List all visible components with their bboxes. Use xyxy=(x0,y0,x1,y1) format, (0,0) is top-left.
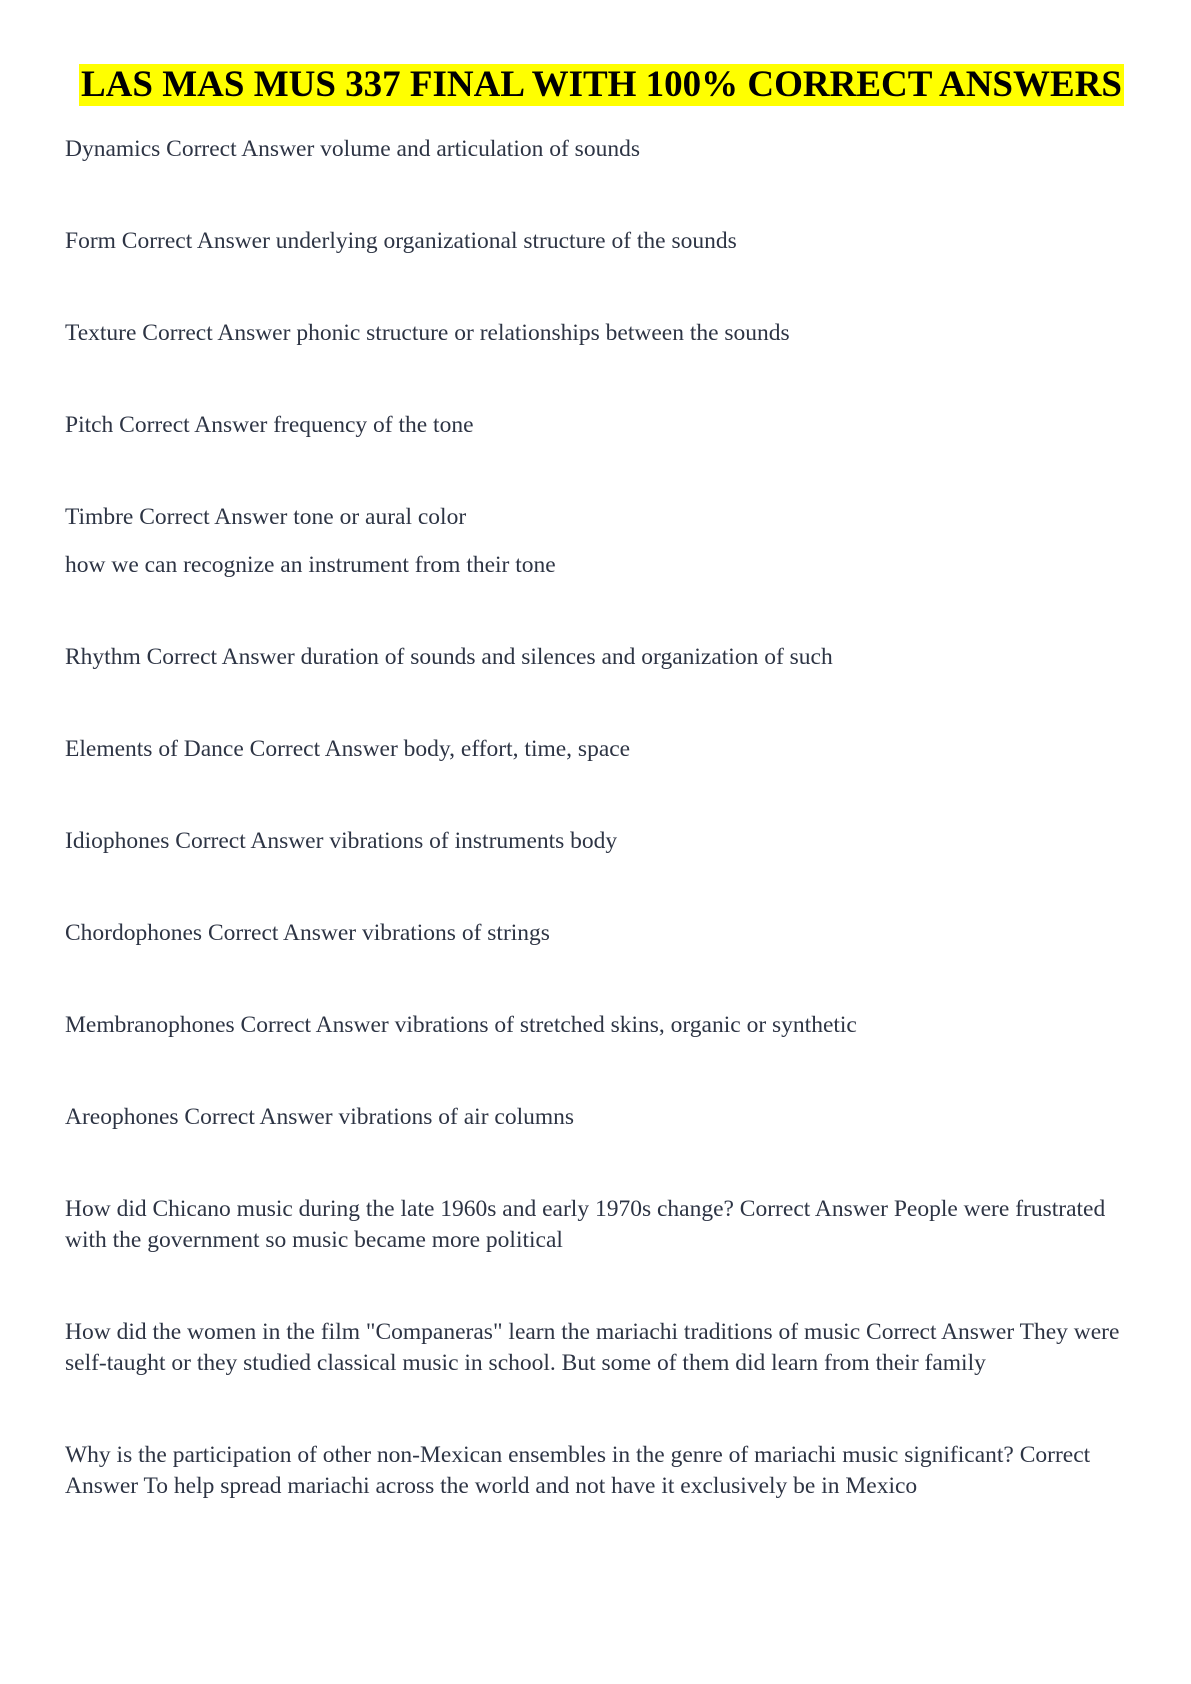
qa-paragraph: How did the women in the film "Companeras" learn the mariachi traditions of music Correct Answer They were self-taught or they studied classical music in school. But some of them did learn from their family xyxy=(65,1319,1120,1376)
qa-paragraph: Pitch Correct Answer frequency of the tone xyxy=(65,412,474,438)
qa-paragraph: Timbre Correct Answer tone or aural color xyxy=(65,504,467,530)
title-highlight: LAS MAS MUS 337 FINAL WITH 100% CORRECT ANSWERS xyxy=(81,64,1122,105)
document-title xyxy=(79,66,1191,104)
qa-paragraph: Dynamics Correct Answer volume and articulation of sounds xyxy=(65,136,640,162)
qa-paragraph: Form Correct Answer underlying organizational structure of the sounds xyxy=(65,228,737,254)
qa-paragraph: Elements of Dance Correct Answer body, effort, time, space xyxy=(65,736,631,762)
qa-paragraph: Rhythm Correct Answer duration of sounds and silences and organization of such xyxy=(65,644,833,670)
qa-paragraph: Chordophones Correct Answer vibrations of strings xyxy=(65,920,550,946)
document-body xyxy=(0,104,1191,1502)
qa-paragraph: how we can recognize an instrument from their tone xyxy=(65,552,556,578)
qa-paragraph: Texture Correct Answer phonic structure or relationships between the sounds xyxy=(65,320,790,346)
qa-paragraph: How did Chicano music during the late 1960s and early 1970s change? Correct Answer People were frustrated with the government so music became more political xyxy=(65,1196,1106,1253)
qa-paragraph: Why is the participation of other non-Mexican ensembles in the genre of mariachi music significant? Correct Answer To help spread mariachi across the world and not have it exclusively be in Mexico xyxy=(65,1442,1091,1499)
qa-paragraph: Idiophones Correct Answer vibrations of instruments body xyxy=(65,828,618,854)
qa-paragraph: Membranophones Correct Answer vibrations of stretched skins, organic or synthetic xyxy=(65,1012,857,1038)
qa-paragraph: Areophones Correct Answer vibrations of air columns xyxy=(65,1104,575,1130)
